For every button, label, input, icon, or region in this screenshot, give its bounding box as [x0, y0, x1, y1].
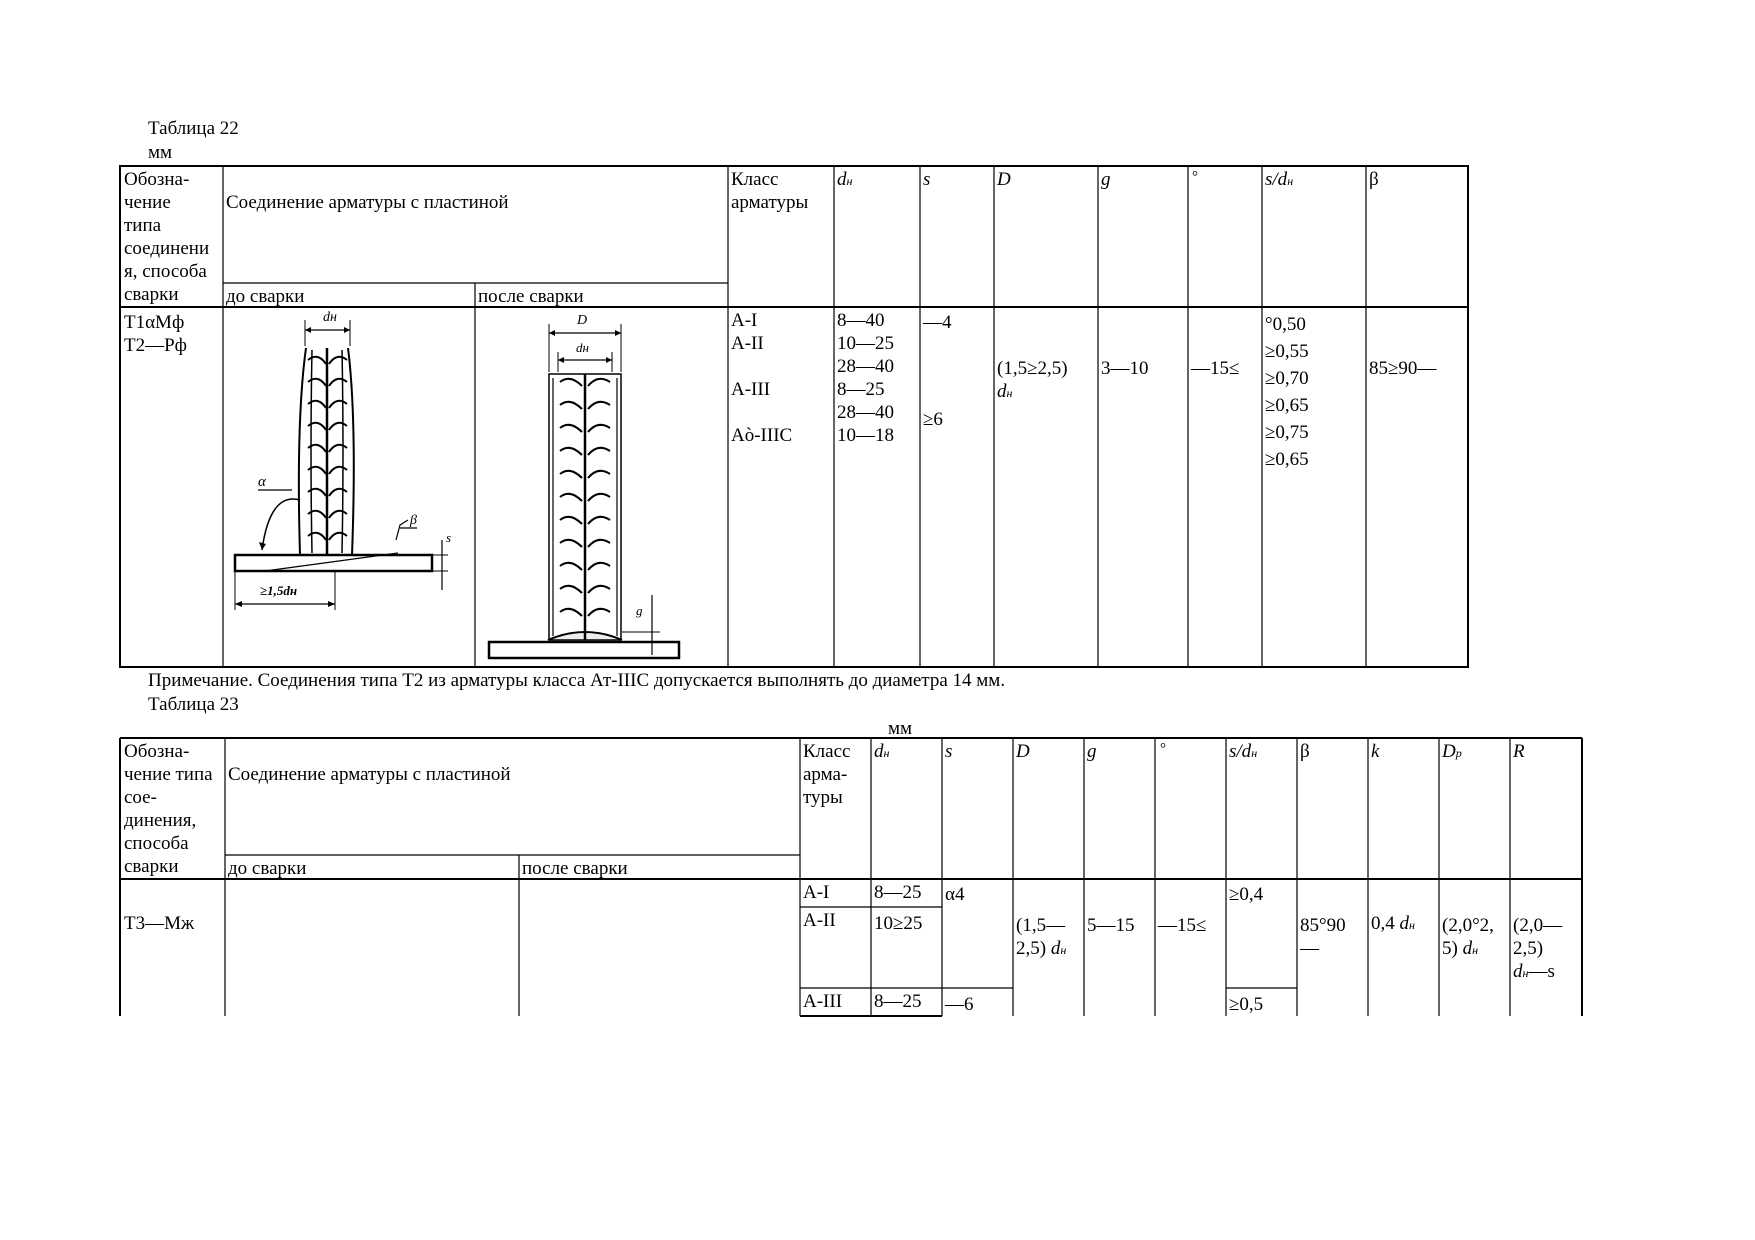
t22-header-s-over-d: s/dн	[1265, 169, 1294, 190]
table23-unit: мм	[888, 718, 913, 739]
t23-row-D: (1,5— 2,5) dн	[1016, 915, 1067, 959]
t23-row-k: 0,4 dн	[1371, 913, 1415, 934]
t23-header-g: g	[1087, 741, 1097, 762]
t23-row-g: 5—15	[1087, 915, 1135, 936]
t22-header-d: dн	[837, 169, 853, 190]
t23-row-Dp: (2,0°2, 5) dн	[1442, 915, 1494, 959]
t23-header-degree: °	[1160, 741, 1166, 757]
before-s-label: s	[446, 530, 452, 545]
t23-row-s-1: α4	[945, 884, 965, 905]
t23-row-designation: Т3—Мж	[124, 913, 195, 934]
t22-header-s: s	[923, 169, 931, 190]
t22-row-degree: —15≤	[1191, 358, 1240, 379]
t22-header-degree: °	[1192, 169, 1198, 185]
t22-row-diameters: 8—40 10—25 28—40 8—25 28—40 10—18	[837, 310, 894, 446]
t23-row-ratio-1: ≥0,4	[1229, 884, 1264, 905]
t23-header-before: до сварки	[228, 858, 307, 879]
t23-header-R: R	[1513, 741, 1525, 762]
t23-row-R: (2,0— 2,5) dн—s	[1513, 915, 1563, 982]
after-d-label: dн	[576, 340, 589, 355]
t22-header-g: g	[1101, 169, 1111, 190]
t23-header-connection: Соединение арматуры с пластиной	[228, 764, 511, 785]
t23-header-beta: β	[1300, 741, 1310, 762]
t23-row-class-3: А-III	[803, 991, 843, 1012]
t22-row-ratios: °0,50 ≥0,55 ≥0,70 ≥0,65 ≥0,75 ≥0,65	[1265, 314, 1309, 470]
t23-row-class-1: А-I	[803, 882, 830, 903]
t23-header-d: dн	[874, 741, 890, 762]
t23-row-diam-3: 8—25	[874, 991, 922, 1012]
t23-row-beta: 85°90 —	[1300, 915, 1346, 959]
t23-header-after: после сварки	[522, 858, 628, 879]
t22-header-beta: β	[1369, 169, 1379, 190]
t22-header-after: после сварки	[478, 286, 584, 307]
table22-unit: мм	[148, 142, 173, 163]
t23-header-s-over-d: s/dн	[1229, 741, 1258, 762]
before-beta-label: β	[410, 513, 417, 528]
t22-header-before: до сварки	[226, 286, 305, 307]
after-g-label: g	[636, 603, 643, 618]
before-dim-d-label: dн	[323, 310, 337, 325]
table22-note: Примечание. Соединения типа Т2 из арматуры класса Ат-IIIС допускается выполнять до диаметра 14 мм.	[148, 670, 1006, 691]
t22-row-beta: 85≥90—	[1369, 358, 1437, 379]
t23-header-class: Класс арма- туры	[803, 741, 851, 808]
t23-row-class-2: А-II	[803, 910, 836, 931]
t22-row-designation: Т1αМф Т2—Рф	[124, 312, 187, 356]
t22-header-D: D	[997, 169, 1011, 190]
t22-row-g: 3—10	[1101, 358, 1149, 379]
t23-row-diam-2: 10≥25	[874, 913, 923, 934]
table23-caption: Таблица 23	[148, 694, 239, 715]
table22-caption: Таблица 22	[148, 118, 239, 139]
before-alpha-label: α	[258, 474, 266, 490]
t22-row-classes: А-I А-II А-III Аò-IIIС	[731, 310, 793, 446]
t23-row-ratio-3: ≥0,5	[1229, 994, 1264, 1015]
t23-row-degree: —15≤	[1158, 915, 1207, 936]
t23-row-s-3: —6	[945, 994, 974, 1015]
after-D-label: D	[577, 313, 588, 328]
t23-header-k: k	[1371, 741, 1380, 762]
t22-header-designation: Обозна- чение типа соединени я, способа сварки	[124, 169, 210, 305]
t22-header-class: Класс арматуры	[731, 169, 809, 213]
t22-row-s-bottom: ≥6	[923, 409, 943, 430]
before-dim-label: ≥1,5dн	[260, 583, 298, 598]
t22-header-connection: Соединение арматуры с пластиной	[226, 192, 509, 213]
t23-header-s: s	[945, 741, 953, 762]
t23-header-Dp: Dр	[1442, 741, 1462, 762]
t23-row-diam-1: 8—25	[874, 882, 922, 903]
t22-row-s-top: —4	[923, 312, 952, 333]
t22-row-D: (1,5≥2,5) dн	[997, 358, 1068, 402]
t23-header-designation: Обозна- чение типа сое- динения, способа сварки	[124, 741, 213, 877]
t23-header-D: D	[1016, 741, 1030, 762]
